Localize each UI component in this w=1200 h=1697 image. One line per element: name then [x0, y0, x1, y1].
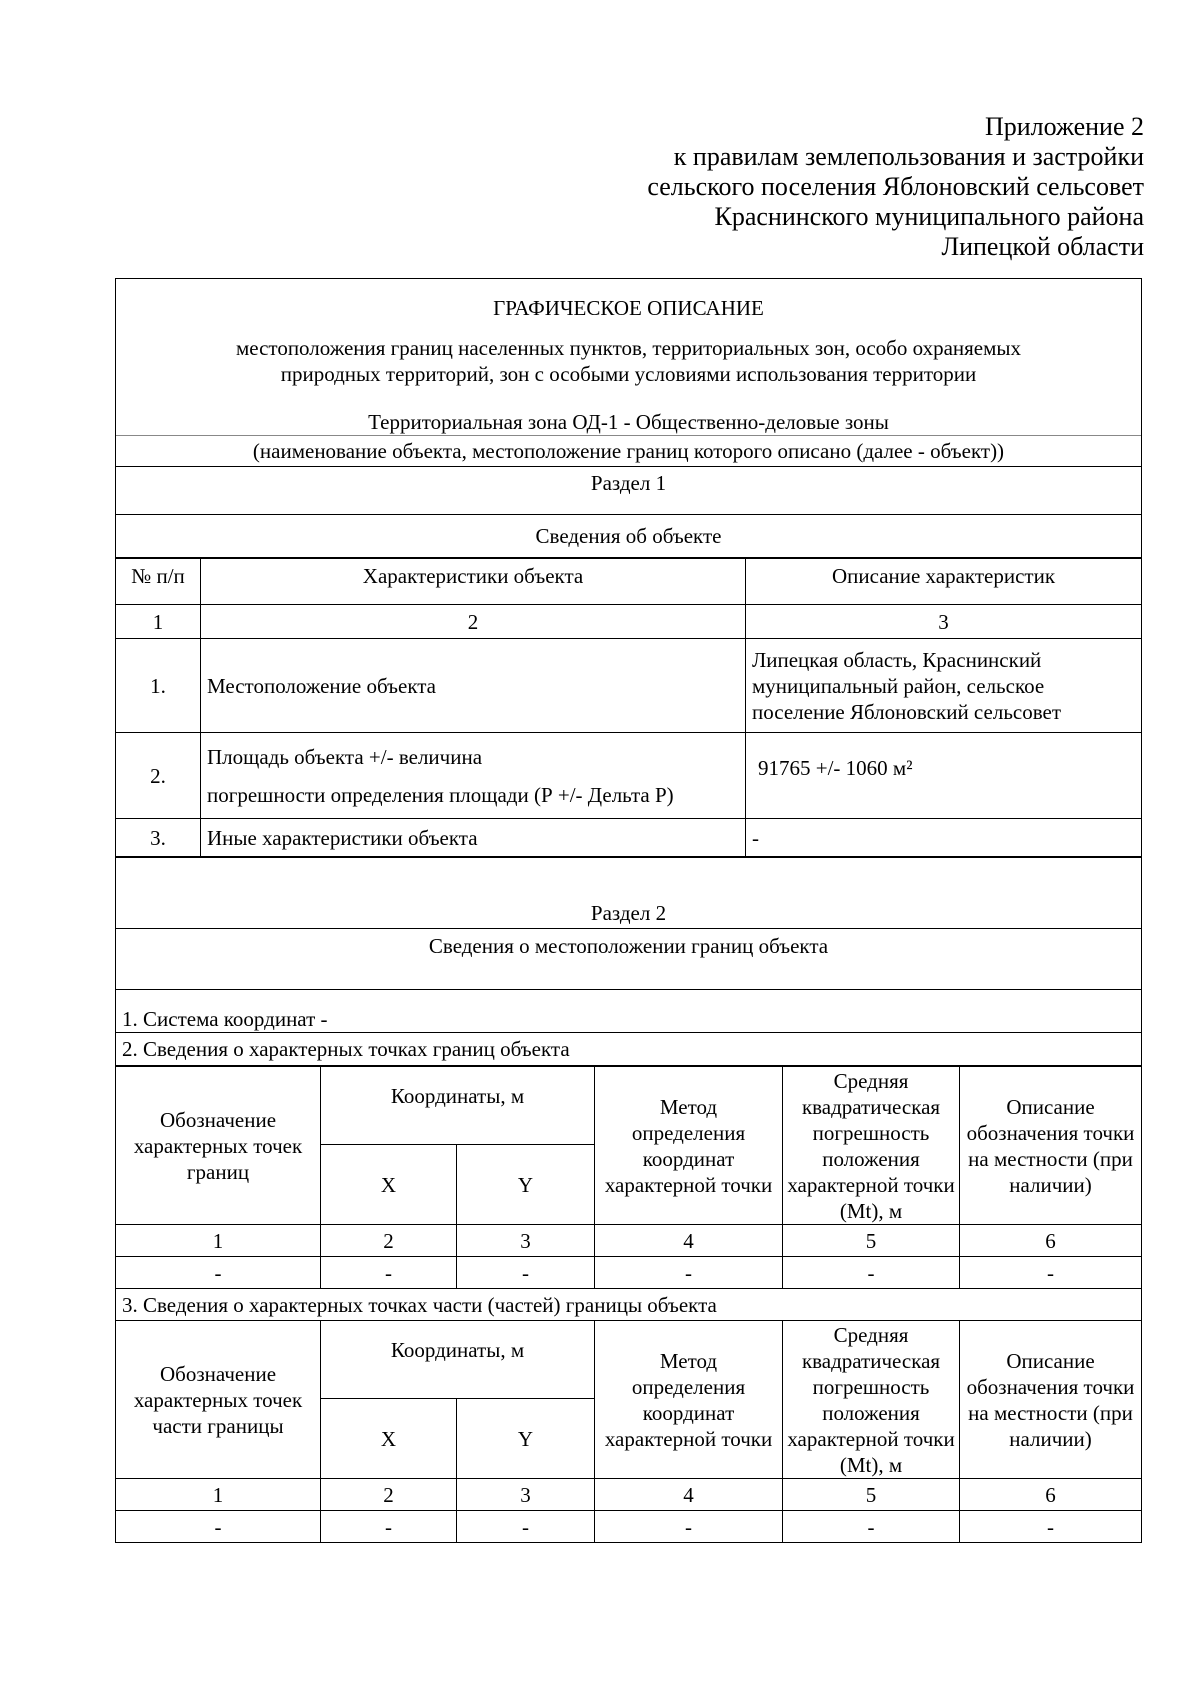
- column-header-y: Y: [457, 1399, 595, 1479]
- header-line: Липецкой области: [941, 232, 1144, 261]
- column-header-y: Y: [457, 1145, 595, 1225]
- document-subtitle: местоположения границ населенных пунктов, территориальных зон, особо охраняемых: [235, 336, 1022, 360]
- column-header-designation: Обозначение характерных точек границ: [116, 1067, 321, 1225]
- column-number: 4: [595, 1225, 783, 1257]
- zone-name: Территориальная зона ОД-1 - Общественно-деловые зоны: [368, 410, 889, 434]
- column-header-x: X: [321, 1399, 457, 1479]
- column-number: 3: [457, 1225, 595, 1257]
- row-number: 3.: [116, 819, 201, 857]
- cell: -: [457, 1257, 595, 1289]
- column-number: 2: [201, 605, 746, 639]
- cell: -: [960, 1257, 1142, 1289]
- characteristic-name: [201, 733, 746, 819]
- cell: -: [595, 1257, 783, 1289]
- title-table: [115, 278, 1142, 558]
- column-number: 5: [783, 1479, 960, 1511]
- cell: -: [783, 1511, 960, 1543]
- column-header-mse: Средняя квадратическая погрешность положения характерной точки (Mt), м: [783, 1321, 960, 1479]
- cell: -: [321, 1257, 457, 1289]
- cell: -: [960, 1511, 1142, 1543]
- column-header-mse: Средняя квадратическая погрешность положения характерной точки (Mt), м: [783, 1067, 960, 1225]
- cell: -: [116, 1257, 321, 1289]
- column-header: Характеристики объекта: [201, 559, 746, 605]
- column-number: 3: [746, 605, 1142, 639]
- header-line: к правилам землепользования и застройки: [673, 142, 1144, 171]
- area-value: 91765 +/- 1060 м²: [746, 733, 1142, 819]
- value-line: поселение Яблоновский сельсовет: [752, 699, 1062, 724]
- column-header-coords: Координаты, м: [321, 1321, 595, 1399]
- object-caption: (наименование объекта, местоположение границ которого описано (далее - объект)): [116, 436, 1142, 467]
- value-line: Липецкая область, Краснинский: [752, 647, 1042, 672]
- table-row: [116, 819, 1142, 857]
- characteristic-value: -: [746, 819, 1142, 857]
- appendix-header: [444, 112, 1144, 262]
- cell: -: [783, 1257, 960, 1289]
- document-subtitle: природных территорий, зон с особыми условиями использования территории: [280, 362, 977, 386]
- points-title: 2. Сведения о характерных точках границ объекта: [116, 1033, 1142, 1066]
- column-header: № п/п: [116, 559, 201, 605]
- column-number: 1: [116, 605, 201, 639]
- column-header-x: X: [321, 1145, 457, 1225]
- cell: -: [595, 1511, 783, 1543]
- section1-title: Сведения об объекте: [116, 515, 1142, 558]
- column-header-method: Метод определения координат характерной точки: [595, 1067, 783, 1225]
- column-number: 1: [116, 1479, 321, 1511]
- value-line: муниципальный район, сельское: [752, 673, 1045, 698]
- object-info-table: [115, 558, 1142, 857]
- section2-heading-table: [115, 857, 1142, 1066]
- name-line: Площадь объекта +/- величина: [207, 744, 483, 769]
- header-line: сельского поселения Яблоновский сельсовет: [647, 172, 1144, 201]
- cell: -: [116, 1511, 321, 1543]
- characteristic-name: Местоположение объекта: [201, 639, 746, 733]
- column-number: 5: [783, 1225, 960, 1257]
- header-line: Краснинского муниципального района: [714, 202, 1144, 231]
- column-number: 2: [321, 1479, 457, 1511]
- column-number: 1: [116, 1225, 321, 1257]
- document-title: ГРАФИЧЕСКОЕ ОПИСАНИЕ: [493, 296, 764, 320]
- column-header-description: Описание обозначения точки на местности (при наличии): [960, 1067, 1142, 1225]
- header-line: Приложение 2: [984, 112, 1144, 141]
- column-header-coords: Координаты, м: [321, 1067, 595, 1145]
- column-header-designation-parts: Обозначение характерных точек части границы: [116, 1321, 321, 1479]
- row-number: 2.: [116, 733, 201, 819]
- column-number: 2: [321, 1225, 457, 1257]
- column-number: 4: [595, 1479, 783, 1511]
- characteristic-name: Иные характеристики объекта: [201, 819, 746, 857]
- cell: -: [321, 1511, 457, 1543]
- section2-label: Раздел 2: [116, 858, 1142, 929]
- title-cell: [116, 279, 1142, 436]
- table-row: [116, 1511, 1142, 1543]
- cell: -: [457, 1511, 595, 1543]
- table-row: [116, 733, 1142, 819]
- column-number: 3: [457, 1479, 595, 1511]
- name-line: погрешности определения площади (Р +/- Дельта Р): [207, 782, 674, 807]
- row-number: 1.: [116, 639, 201, 733]
- document-frame: [115, 278, 1142, 1543]
- characteristic-value: [746, 639, 1142, 733]
- column-header-method: Метод определения координат характерной точки: [595, 1321, 783, 1479]
- table-row: [116, 1257, 1142, 1289]
- column-header-description: Описание обозначения точки на местности (при наличии): [960, 1321, 1142, 1479]
- coordinate-system: 1. Система координат -: [116, 990, 1142, 1033]
- table-row: [116, 639, 1142, 733]
- section2-title: Сведения о местоположении границ объекта: [116, 929, 1142, 990]
- section1-label: Раздел 1: [116, 467, 1142, 515]
- parts-title: 3. Сведения о характерных точках части (частей) границы объекта: [116, 1289, 1142, 1321]
- column-header: Описание характеристик: [746, 559, 1142, 605]
- column-number: 6: [960, 1225, 1142, 1257]
- column-number: 6: [960, 1479, 1142, 1511]
- boundary-points-table: [115, 1066, 1142, 1543]
